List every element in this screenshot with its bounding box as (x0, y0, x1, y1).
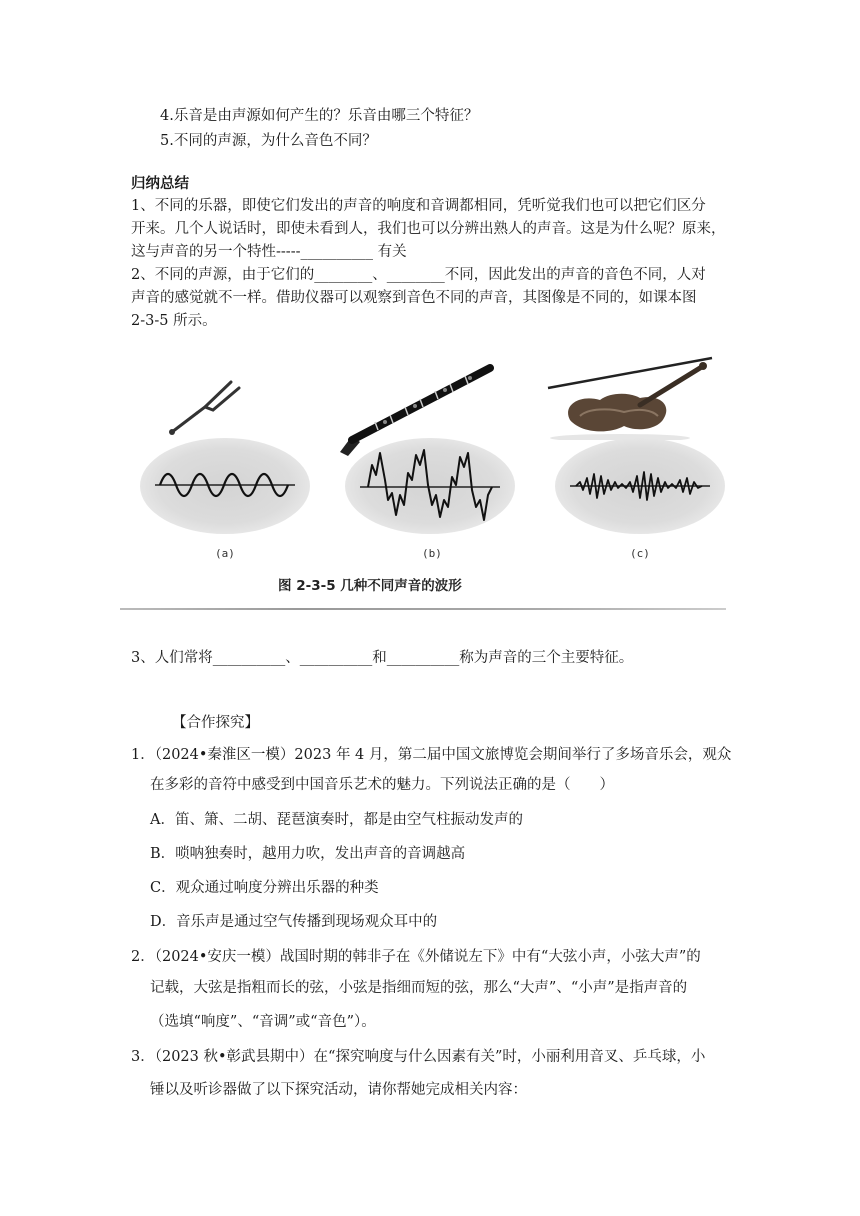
coop-q2-line2: 记载，大弦是指粗而长的弦，小弦是指细而短的弦，那么“大声”、“小声”是指声音的 (150, 980, 688, 996)
waveform-b-label: (b) (422, 547, 442, 560)
summary-heading: 归纳总结 (131, 176, 189, 192)
coop-q1-option-c: C．观众通过响度分辨出乐器的种类 (150, 880, 379, 896)
question-4: 4.乐音是由声源如何产生的？乐音由哪三个特征？ (160, 108, 479, 124)
summary-p2-line2: 声音的感觉就不一样。借助仪器可以观察到音色不同的声音，其图像是不同的，如课本图 (131, 290, 697, 306)
waveform-c (570, 458, 710, 514)
coop-q2-line1: 2．（2024•安庆一模）战国时期的韩非子在《外储说左下》中有“大弦小声，小弦大声”的 (131, 949, 701, 965)
waveform-a (155, 455, 295, 515)
waveform-c-label: (c) (630, 547, 650, 560)
waveform-a-label: (a) (215, 547, 235, 560)
coop-q1-option-b: B．唢呐独奏时，越用力吹，发出声音的音调越高 (150, 846, 466, 862)
summary-p1-line2: 开来。几个人说话时，即使未看到人，我们也可以分辨出熟人的声音。这是为什么呢？原来， (131, 221, 726, 237)
coop-q3-line1: 3．（2023 秋•彰武县期中）在“探究响度与什么因素有关”时，小丽利用音叉、乒乓球，小 (131, 1049, 706, 1065)
coop-q1-option-a: A．笛、箫、二胡、琵琶演奏时，都是由空气柱振动发声的 (150, 812, 523, 828)
figure-caption: 图 2-3-5 几种不同声音的波形 (278, 578, 462, 594)
tuning-fork-icon (165, 368, 245, 438)
summary-p1-line3: 这与声音的另一个特性-----__________ 有关 (131, 244, 407, 260)
coop-q2-line3: （选填“响度”、“音调”或“音色”）。 (150, 1014, 376, 1030)
coop-heading: 【合作探究】 (172, 715, 259, 731)
coop-q1-option-d: D．音乐声是通过空气传播到现场观众耳中的 (150, 914, 438, 930)
violin-icon (540, 350, 720, 440)
coop-q1-line2: 在多彩的音符中感受到中国音乐艺术的魅力。下列说法正确的是（ ） (150, 777, 614, 793)
summary-p1-line1: 1、不同的乐器，即使它们发出的声音的响度和音调都相同，凭听觉我们也可以把它们区分 (131, 198, 706, 214)
summary-p2-line1: 2、不同的声源，由于它们的________、________不同，因此发出的声音的音色不同，人对 (131, 267, 706, 283)
coop-q3-line2: 锤以及听诊器做了以下探究活动，请你帮她完成相关内容： (150, 1082, 527, 1098)
waveform-figure (120, 350, 740, 612)
figure-bottom-rule (120, 608, 726, 610)
summary-p3: 3、人们常将__________、__________和__________称为声音的三个主要特征。 (131, 650, 634, 666)
coop-q1-line1: 1．（2024•秦淮区一模）2023 年 4 月，第二届中国文旅博览会期间举行了多场音乐会，观众 (131, 747, 732, 763)
summary-p2-line3: 2-3-5 所示。 (131, 313, 217, 329)
question-5: 5.不同的声源，为什么音色不同？ (160, 133, 377, 149)
waveform-b (360, 445, 500, 527)
